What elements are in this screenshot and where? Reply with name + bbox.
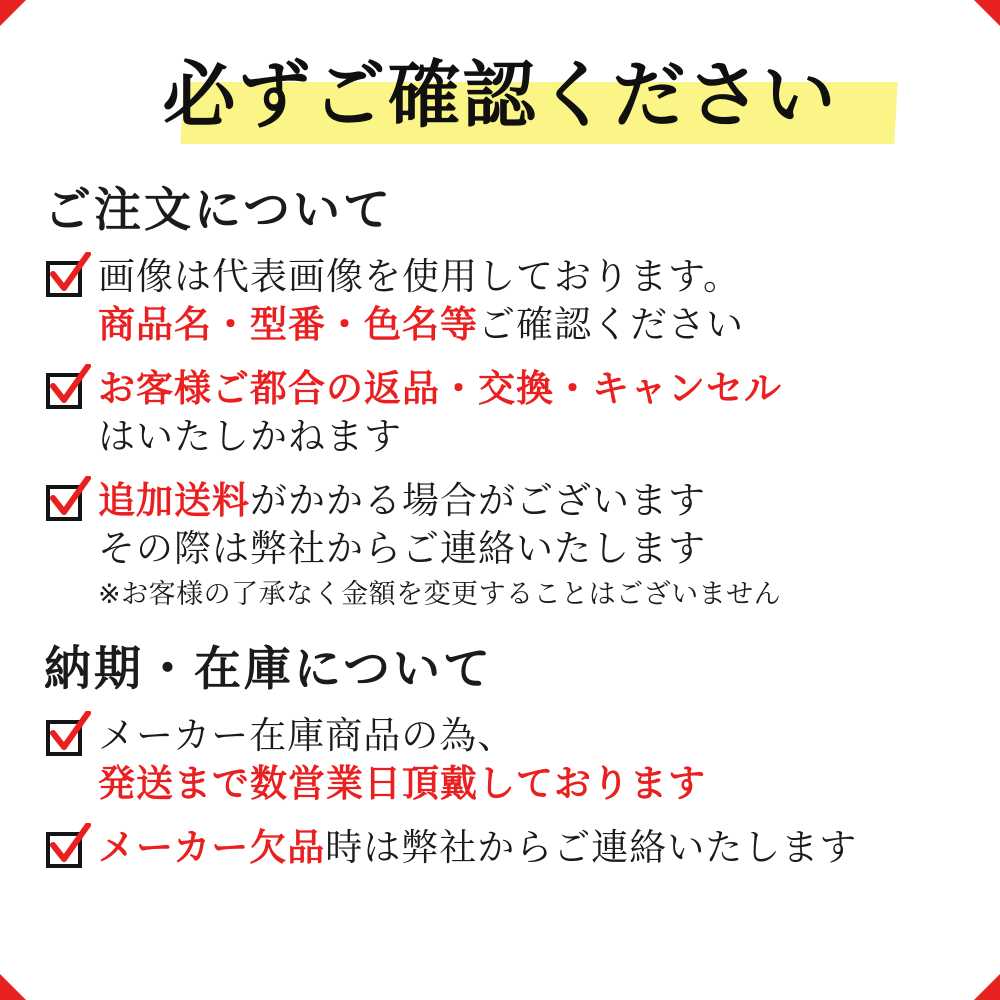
checkmark-icon [44, 483, 88, 527]
list-item-line [98, 824, 964, 872]
list-item-line [98, 301, 964, 349]
list-item-line [98, 477, 964, 525]
checkmark-icon [44, 830, 88, 874]
plain-text: 時は弊社からご連絡いたします [325, 825, 858, 869]
page-title: 必ずご確認ください [162, 53, 838, 138]
list-item-line: はいたしかねます [98, 414, 402, 458]
corner-decoration-top-left [0, 0, 26, 26]
checkmark-icon [44, 718, 88, 762]
list-item [44, 477, 964, 615]
section-heading-orders: ご注文について [44, 183, 394, 238]
checkmark-icon [44, 371, 88, 415]
list-item-line: その際は弊社からご連絡いたします [98, 526, 706, 570]
emphasis-text: 商品名・型番・色名等 [98, 302, 478, 346]
list-item [44, 712, 964, 808]
corner-decoration-top-right [974, 0, 1000, 26]
section-orders [36, 182, 964, 615]
list-item-text [98, 712, 964, 808]
corner-decoration-bottom-left [0, 974, 26, 1000]
plain-text: がかかる場合がございます [250, 478, 706, 522]
emphasis-text: メーカー欠品 [98, 825, 326, 869]
plain-text: ご確認ください [478, 302, 744, 346]
list-item-line [98, 365, 964, 413]
emphasis-text: お客様ご都合の返品・交換・キャンセル [98, 366, 782, 410]
checkmark-icon [44, 259, 88, 303]
corner-decoration-bottom-right [974, 974, 1000, 1000]
emphasis-text: 発送まで数営業日頂戴しております [98, 761, 706, 805]
list-item-text [98, 824, 964, 872]
list-item [44, 824, 964, 874]
list-item-line: メーカー在庫商品の為、 [98, 713, 516, 757]
list-item [44, 365, 964, 461]
list-item-text [98, 253, 964, 349]
list-item-text [98, 365, 964, 461]
list-item-text [98, 477, 964, 615]
list-item-note: ※お客様の了承なく金額を変更することはございません [98, 578, 782, 610]
list-item-line: 画像は代表画像を使用しております。 [98, 254, 742, 298]
emphasis-text: 追加送料 [98, 478, 250, 522]
list-item [44, 253, 964, 349]
list-item-line [98, 760, 964, 808]
page-title-area [36, 46, 964, 148]
section-heading-delivery-stock: 納期・在庫について [44, 641, 494, 697]
section-delivery-stock [36, 641, 964, 874]
